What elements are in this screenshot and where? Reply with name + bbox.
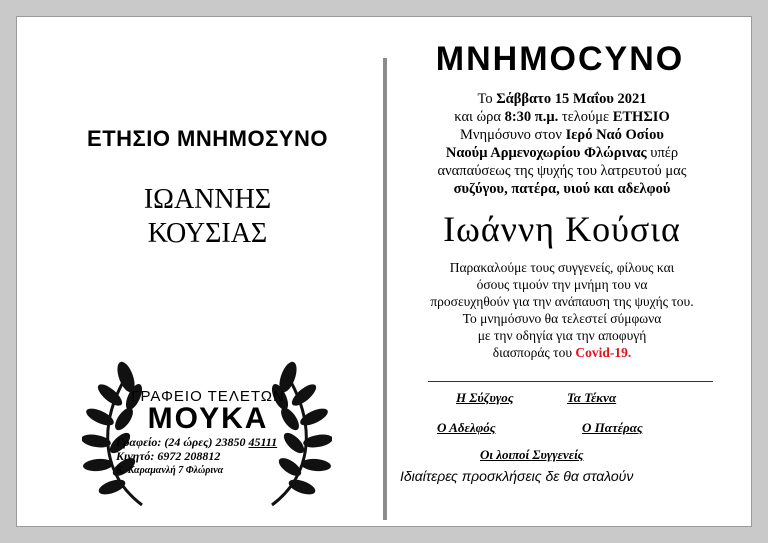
signature-children: Τα Τέκνα (567, 390, 617, 405)
funeral-home-mobile: Κινητό: 6972 208812 (116, 449, 221, 463)
memorial-details: Το Σάββατο 15 Μαΐου 2021 και ώρα 8:30 π.μ. τελούμε ΕΤΗΣΙΟ Μνημόσυνο στον Ιερό Ναό Οσίου Ναούμ Αρμενοχωρίου Φλώρινας υπέρ αναπαύσεως της ψυχής του λατρευτού μας συζύγου, πατέρα, υιού και αδελφού (437, 91, 687, 197)
vertical-divider (383, 58, 387, 520)
funeral-home-name: ΜΟΥΚΑ (147, 402, 269, 435)
no-invitations-note: Ιδιαίτερες προσκλήσεις δε θα σταλούν (400, 468, 634, 484)
funeral-home-address: Κ. Καραμανλή 7 Φλώρινα (116, 465, 224, 476)
signature-brother: Ο Αδελφός (437, 420, 496, 435)
memorial-title: ΜΝΗΜΟCΥΝΟ (435, 40, 685, 78)
funeral-home-office-phone: Γραφείο: (24 ώρες) 23850 45111 (116, 435, 278, 449)
signature-father: Ο Πατέρας (582, 420, 643, 435)
signature-spouse: Η Σύζυγος (456, 390, 514, 405)
deceased-first-name: ΙΩΑΝΝΗΣ (143, 184, 272, 215)
signature-separator (428, 381, 713, 382)
left-title: ΕΤΗΣΙΟ ΜΝΗΜΟΣΥΝΟ (87, 126, 328, 151)
funeral-home-title: ΓΡΑΦΕΙΟ ΤΕΛΕΤΩΝ (131, 388, 285, 405)
signature-relatives: Οι λοιποί Συγγενείς (480, 447, 584, 462)
deceased-last-name: ΚΟΥΣΙΑΣ (147, 218, 268, 249)
memorial-notice: Παρακαλούμε τους συγγενείς, φίλους και όσους τιμούν την μνήμη του να προσευχηθούν για την ανάπαυση της ψυχής του. Το μνημόσυνο θα τελεστεί σύμφωνα με την οδηγία για την αποφυγή διασποράς του Covid-19. (430, 260, 694, 360)
deceased-name: Ιωάννη Κούσια (443, 209, 681, 249)
